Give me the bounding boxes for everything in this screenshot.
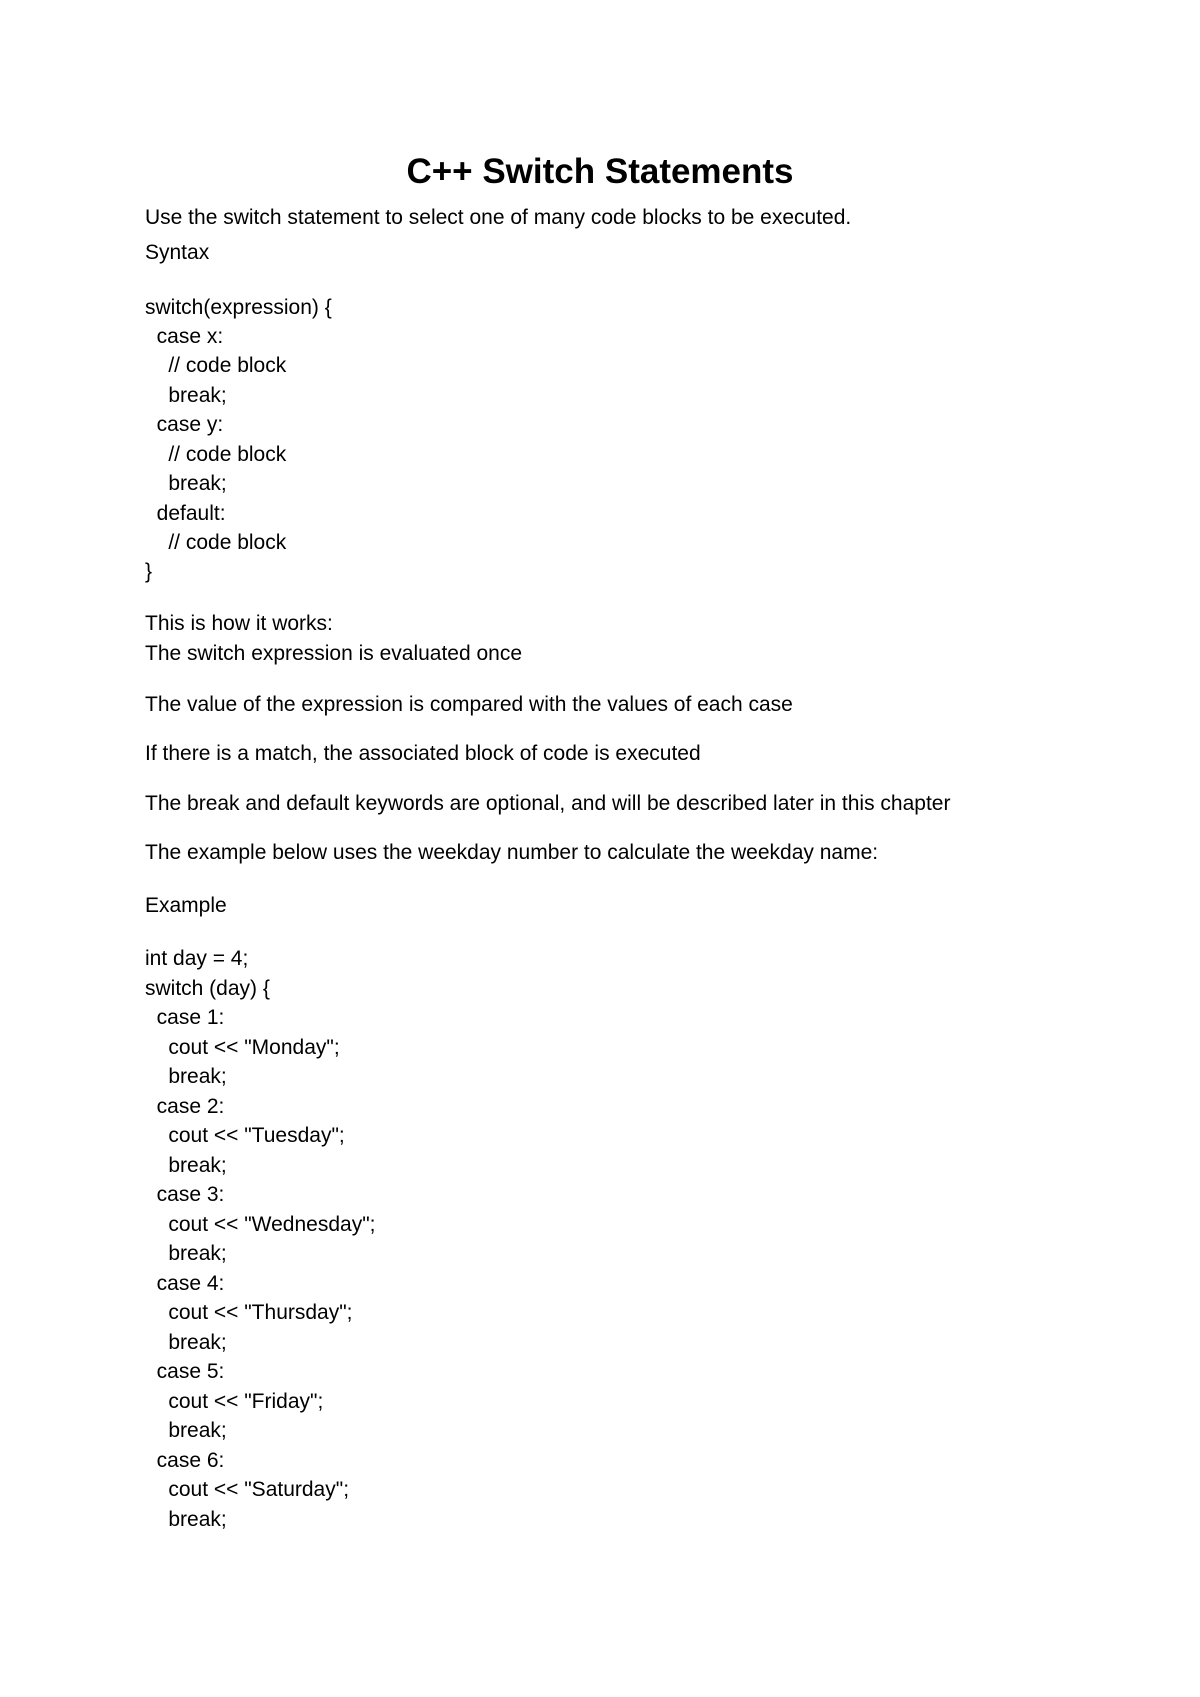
code-line: cout << "Tuesday";: [145, 1124, 345, 1147]
code-line: case x:: [145, 325, 224, 348]
point-text: The switch expression is evaluated once: [145, 642, 523, 665]
code-line: // code block: [145, 443, 287, 466]
code-line: cout << "Friday";: [145, 1390, 324, 1413]
code-line: cout << "Thursday";: [145, 1301, 353, 1324]
code-line: int day = 4;: [145, 947, 249, 970]
code-line: break;: [145, 472, 227, 495]
how-it-works-label: This is how it works:: [145, 612, 333, 635]
example-label: Example: [145, 894, 227, 917]
code-line: // code block: [145, 531, 287, 554]
code-line: default:: [145, 502, 226, 525]
code-line: cout << "Saturday";: [145, 1478, 350, 1501]
code-line: cout << "Monday";: [145, 1036, 340, 1059]
code-line: break;: [145, 1331, 227, 1354]
code-line: case 3:: [145, 1183, 225, 1206]
point-text: The break and default keywords are optional, and will be described later in this chapter: [145, 792, 951, 815]
code-line: break;: [145, 1242, 227, 1265]
code-line: break;: [145, 1065, 227, 1088]
code-line: case 4:: [145, 1272, 225, 1295]
point-text: The example below uses the weekday number to calculate the weekday name:: [145, 841, 879, 864]
code-line: break;: [145, 384, 227, 407]
point-text: The value of the expression is compared with the values of each case: [145, 693, 793, 716]
code-line: // code block: [145, 354, 287, 377]
code-line: }: [145, 560, 153, 583]
code-line: break;: [145, 1419, 227, 1442]
code-line: break;: [145, 1508, 227, 1531]
syntax-label: Syntax: [145, 241, 210, 264]
code-line: case y:: [145, 413, 224, 436]
code-line: switch (day) {: [145, 977, 270, 1000]
code-line: case 2:: [145, 1095, 225, 1118]
code-line: cout << "Wednesday";: [145, 1213, 376, 1236]
code-line: case 5:: [145, 1360, 225, 1383]
code-line: switch(expression) {: [145, 296, 332, 319]
code-line: break;: [145, 1154, 227, 1177]
code-line: case 1:: [145, 1006, 225, 1029]
intro-text: Use the switch statement to select one of many code blocks to be executed.: [145, 206, 852, 229]
point-text: If there is a match, the associated block of code is executed: [145, 742, 701, 765]
code-line: case 6:: [145, 1449, 225, 1472]
page-title: C++ Switch Statements: [406, 152, 794, 191]
